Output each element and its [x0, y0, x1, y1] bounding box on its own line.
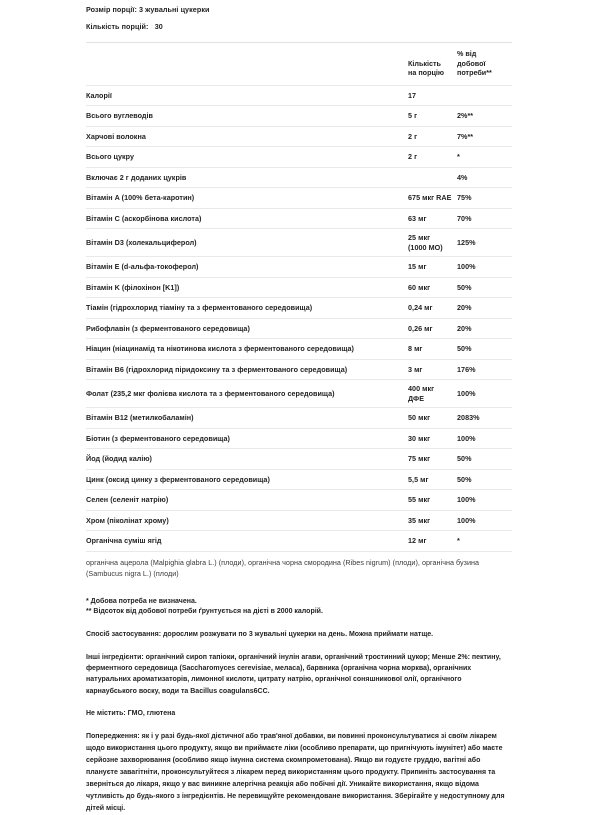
table-row	[86, 257, 512, 278]
row-amount-per-serving: 60 мкг	[408, 277, 457, 298]
table-row	[86, 510, 512, 531]
table-row	[86, 106, 512, 127]
row-amount-per-serving: 5 г	[408, 106, 457, 127]
row-daily-value: 100%	[457, 510, 512, 531]
row-nutrient-name: Рибофлавін (з ферментованого середовища)	[86, 318, 408, 339]
table-row	[86, 449, 512, 470]
row-nutrient-name: Всього вуглеводів	[86, 106, 408, 127]
row-nutrient-name: Хром (піколінат хрому)	[86, 510, 408, 531]
row-daily-value: 100%	[457, 490, 512, 511]
table-row	[86, 531, 512, 552]
row-nutrient-name: Вітамін A (100% бета-каротин)	[86, 188, 408, 209]
row-amount-per-serving: 25 мкг (1000 МО)	[408, 229, 457, 257]
row-nutrient-name: Органічна суміш ягід	[86, 531, 408, 552]
row-amount-per-serving: 55 мкг	[408, 490, 457, 511]
table-row	[86, 167, 512, 188]
row-nutrient-name: Біотин (з ферментованого середовища)	[86, 428, 408, 449]
table-row	[86, 469, 512, 490]
column-header-name	[86, 43, 408, 86]
row-daily-value: 100%	[457, 380, 512, 408]
serving-size-label: Розмір порції:	[86, 5, 137, 14]
row-daily-value: 100%	[457, 257, 512, 278]
table-row	[86, 339, 512, 360]
row-nutrient-name: Вітамін D3 (холекальциферол)	[86, 229, 408, 257]
row-nutrient-name: Вітамін B6 (гідрохлорид піридоксину та з ферментованого середовища)	[86, 359, 408, 380]
table-row	[86, 428, 512, 449]
row-amount-per-serving: 75 мкг	[408, 449, 457, 470]
row-daily-value: 75%	[457, 188, 512, 209]
table-row	[86, 408, 512, 429]
table-body	[86, 85, 512, 585]
serving-size-line	[86, 3, 512, 17]
table-row	[86, 359, 512, 380]
table-row	[86, 188, 512, 209]
footnote-double-star: ** Відсоток від добової потреби ґрунтується на дієті в 2000 калорій.	[86, 608, 323, 616]
table-row	[86, 229, 512, 257]
row-nutrient-name: Тіамін (гідрохлорид тіаміну та з ферментованого середовища)	[86, 298, 408, 319]
row-amount-per-serving: 35 мкг	[408, 510, 457, 531]
row-daily-value: 50%	[457, 449, 512, 470]
row-nutrient-name: Селен (селеніт натрію)	[86, 490, 408, 511]
row-amount-per-serving: 50 мкг	[408, 408, 457, 429]
row-daily-value: 7%**	[457, 126, 512, 147]
table-row	[86, 85, 512, 106]
table-header	[86, 43, 512, 86]
row-daily-value: 50%	[457, 339, 512, 360]
row-amount-per-serving: 400 мкг ДФЕ	[408, 380, 457, 408]
column-header-amount: Кількість на порцію	[408, 43, 457, 86]
berry-blend-detail-row	[86, 551, 512, 585]
directions-text: Спосіб застосування: дорослим розжувати по 3 жувальні цукерки на день. Можна приймати натще.	[86, 631, 434, 639]
row-nutrient-name: Вітамін K (філохінон [K1])	[86, 277, 408, 298]
row-daily-value: 50%	[457, 469, 512, 490]
row-amount-per-serving: 2 г	[408, 147, 457, 168]
row-nutrient-name: Вітамін C (аскорбінова кислота)	[86, 208, 408, 229]
row-amount-per-serving: 12 мг	[408, 531, 457, 552]
servings-per-container-line	[86, 17, 512, 34]
row-amount-per-serving: 17	[408, 85, 457, 106]
row-amount-per-serving: 5,5 мг	[408, 469, 457, 490]
row-daily-value: 20%	[457, 318, 512, 339]
row-amount-per-serving: 675 мкг RAE	[408, 188, 457, 209]
row-nutrient-name: Цинк (оксид цинку з ферментованого середовища)	[86, 469, 408, 490]
row-daily-value: 50%	[457, 277, 512, 298]
free-from-text: Не містить: ГМО, глютена	[86, 709, 176, 717]
row-daily-value: 176%	[457, 359, 512, 380]
row-daily-value: 100%	[457, 428, 512, 449]
table-row	[86, 147, 512, 168]
row-daily-value: 70%	[457, 208, 512, 229]
table-row	[86, 277, 512, 298]
table-row	[86, 490, 512, 511]
berry-blend-detail-text: органічна ацерола (Malpighia glabra L.) (плоди), органічна чорна смородина (Ribes nigrum) (плоди), органічна бузина (Sambucus nigra L.) (плоди)	[86, 551, 512, 585]
row-nutrient-name: Харчові волокна	[86, 126, 408, 147]
row-amount-per-serving: 15 мг	[408, 257, 457, 278]
row-amount-per-serving: 30 мкг	[408, 428, 457, 449]
row-daily-value: 4%	[457, 167, 512, 188]
row-nutrient-name: Фолат (235,2 мкг фолієва кислота та з ферментованого середовища)	[86, 380, 408, 408]
row-nutrient-name: Йод (йодид калію)	[86, 449, 408, 470]
row-daily-value: 2083%	[457, 408, 512, 429]
row-daily-value: 2%**	[457, 106, 512, 127]
row-amount-per-serving: 2 г	[408, 126, 457, 147]
row-daily-value	[457, 85, 512, 106]
row-nutrient-name: Вітамін E (d-альфа-токоферол)	[86, 257, 408, 278]
serving-header	[86, 0, 512, 33]
row-daily-value: 20%	[457, 298, 512, 319]
row-amount-per-serving: 3 мг	[408, 359, 457, 380]
row-nutrient-name: Ніацин (ніацинамід та нікотинова кислота з ферментованого середовища)	[86, 339, 408, 360]
row-amount-per-serving: 0,24 мг	[408, 298, 457, 319]
table-header-row	[86, 43, 512, 86]
table-row	[86, 298, 512, 319]
row-nutrient-name: Калорії	[86, 85, 408, 106]
row-daily-value: 125%	[457, 229, 512, 257]
table-row	[86, 126, 512, 147]
supplement-facts-table	[86, 42, 512, 585]
table-row	[86, 208, 512, 229]
footnotes	[86, 597, 512, 619]
row-amount-per-serving: 0,26 мг	[408, 318, 457, 339]
serving-size-value: 3 жувальні цукерки	[139, 5, 210, 14]
servings-value: 30	[154, 21, 163, 31]
table-row	[86, 318, 512, 339]
row-amount-per-serving: 63 мг	[408, 208, 457, 229]
servings-label: Кількість порцій:	[86, 21, 149, 31]
table-row	[86, 380, 512, 408]
row-daily-value: *	[457, 147, 512, 168]
row-nutrient-name: Включає 2 г доданих цукрів	[86, 167, 408, 188]
row-daily-value: *	[457, 531, 512, 552]
row-nutrient-name: Вітамін B12 (метилкобаламін)	[86, 408, 408, 429]
other-ingredients-text: Інші інгредієнти: органічний сироп тапіоки, органічний інулін агави, органічний тростинний цукор; Менше 2%: пектину, ферментного середовища (Saccharomyces cerevisiae, меласа), барвника (органічна чорна морква), органічних натуральних ароматизаторів, лимонної кислоти, цитрату натрію, органічної соняшникової олії, органічного карнаубського воску, води та Bacillus coagulans6CC.	[86, 653, 501, 695]
row-amount-per-serving: 8 мг	[408, 339, 457, 360]
row-amount-per-serving	[408, 167, 457, 188]
footnote-single-star: * Добова потреба не визначена.	[86, 597, 197, 605]
row-nutrient-name: Всього цукру	[86, 147, 408, 168]
column-header-daily-value: % від добової потреби**	[457, 43, 512, 86]
warning-text: Попередження: як і у разі будь-якої дієтичної або трав'яної добавки, ви повинні проконсультуватися зі своїм лікарем щодо використання цього продукту, якщо ви приймаєте ліки (особливо препарати, що пригнічують імунітет) або маєте серйозне захворювання (особливо якщо імунна система скомпрометована). Якщо ви годуєте груддю, вагітні або плануєте завагітніти, проконсультуйтеся з лікарем перед використанням цього продукту. Припиніть застосування та зверніться до лікаря, якщо у вас виникне алергічна реакція або побічні дії. Уникайте використання, якщо відома чутливість до будь-якого з інгредієнтів. Не перевищуйте рекомендоване використання. Зберігайте у недоступному для дітей місці.	[86, 733, 505, 813]
